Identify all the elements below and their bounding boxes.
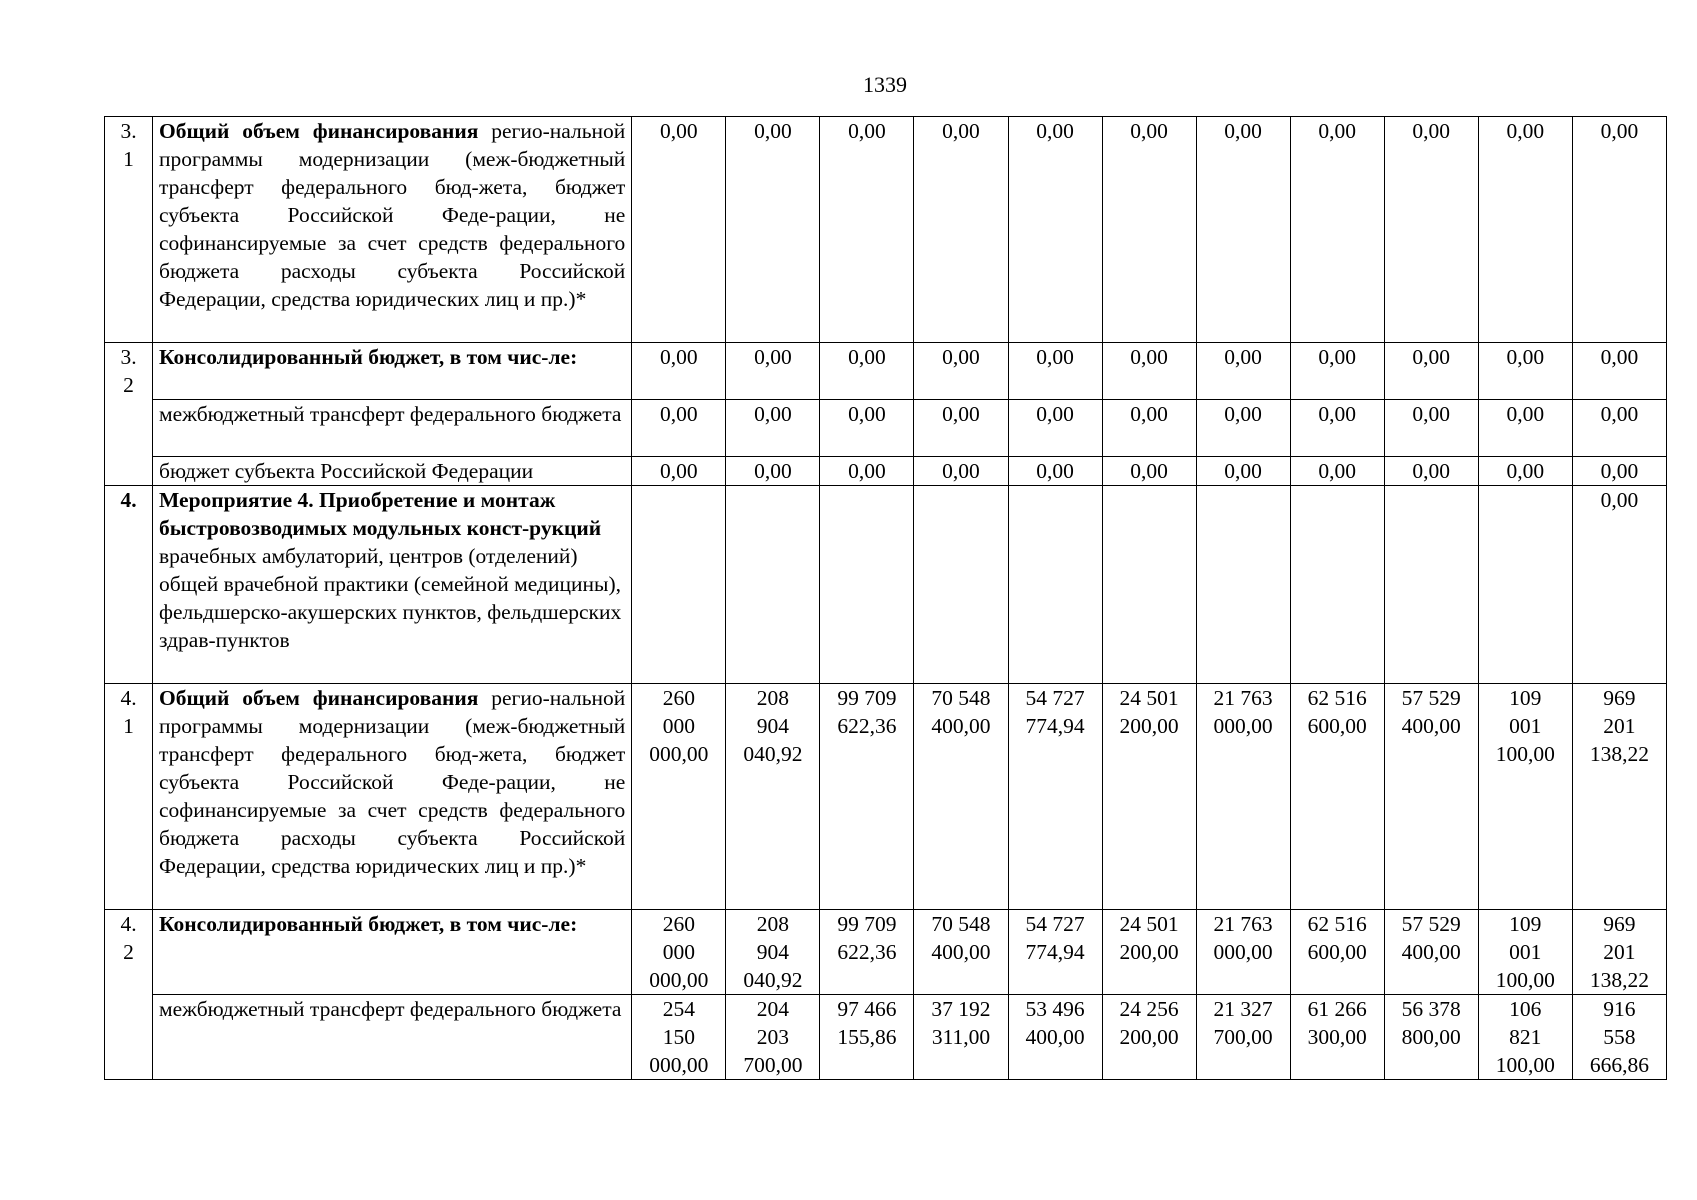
- value-cell: 254 150 000,00: [632, 995, 726, 1080]
- value-cell: 24 501 200,00: [1102, 684, 1196, 910]
- value-cell: 0,00: [1572, 400, 1666, 457]
- value-cell: 37 192 311,00: [914, 995, 1008, 1080]
- row-3-2-subject: [105, 457, 1667, 486]
- value-cell: 24 256 200,00: [1102, 995, 1196, 1080]
- value-cell: 260 000 000,00: [632, 910, 726, 995]
- value-cell: 0,00: [632, 117, 726, 343]
- value-cell: 969 201 138,22: [1572, 684, 1666, 910]
- value-cell: 62 516 600,00: [1290, 910, 1384, 995]
- value-cell: 54 727 774,94: [1008, 910, 1102, 995]
- value-cell: 0,00: [632, 400, 726, 457]
- value-cell: [1102, 486, 1196, 684]
- value-cell: 0,00: [1008, 457, 1102, 486]
- value-cell: 0,00: [1102, 457, 1196, 486]
- value-cell: 0,00: [1290, 117, 1384, 343]
- description-rest: врачебных амбулаторий, центров (отделений) общей врачебной практики (семейной медицины), фельдшерско-акушерских пунктов, фельдшерских здрав-пунктов: [159, 544, 622, 652]
- value-cell: [1384, 486, 1478, 684]
- description-bold: Общий объем финансирования: [159, 686, 479, 710]
- value-cell: 0,00: [1102, 117, 1196, 343]
- row-description: [153, 486, 632, 684]
- value-cell: 0,00: [1008, 117, 1102, 343]
- value-cell: 0,00: [1008, 400, 1102, 457]
- value-cell: 106 821 100,00: [1478, 995, 1572, 1080]
- value-cell: 0,00: [632, 343, 726, 400]
- value-cell: 0,00: [1196, 400, 1290, 457]
- row-4-2-federal: [105, 995, 1667, 1080]
- value-cell: 97 466 155,86: [820, 995, 914, 1080]
- value-cell: 0,00: [820, 457, 914, 486]
- value-cell: 54 727 774,94: [1008, 684, 1102, 910]
- row-4-1: [105, 684, 1667, 910]
- value-cell: [1478, 486, 1572, 684]
- value-cell: [1196, 486, 1290, 684]
- value-cell: 0,00: [820, 343, 914, 400]
- value-cell: 0,00: [1196, 343, 1290, 400]
- description-rest: регио-нальной программы модернизации (меж-бюджетный трансферт федерального бюд-жета, бюджет субъекта Российской Феде-рации, не софинансируемые за счет средств федерального бюджета расходы субъекта Российской Федерации, средства юридических лиц и пр.)*: [159, 119, 626, 311]
- row-description: межбюджетный трансферт федерального бюджета: [153, 995, 632, 1080]
- row-4: [105, 486, 1667, 684]
- value-cell: 0,00: [1572, 486, 1666, 684]
- value-cell: [632, 486, 726, 684]
- value-cell: 0,00: [1384, 400, 1478, 457]
- value-cell: 57 529 400,00: [1384, 910, 1478, 995]
- value-cell: 0,00: [820, 400, 914, 457]
- value-cell: 0,00: [1102, 400, 1196, 457]
- row-description: Консолидированный бюджет, в том чис-ле:: [153, 343, 632, 400]
- row-number: 3. 2: [105, 343, 153, 486]
- value-cell: 208 904 040,92: [726, 684, 820, 910]
- value-cell: 0,00: [1478, 117, 1572, 343]
- value-cell: 0,00: [914, 400, 1008, 457]
- row-3-2-consolidated: [105, 343, 1667, 400]
- description-bold: Мероприятие 4. Приобретение и монтаж быстровозводимых модульных конст-рукций: [159, 488, 602, 540]
- row-description: Консолидированный бюджет, в том чис-ле:: [153, 910, 632, 995]
- value-cell: 0,00: [1290, 457, 1384, 486]
- value-cell: 109 001 100,00: [1478, 910, 1572, 995]
- row-number: 4.: [105, 486, 153, 684]
- value-cell: [726, 486, 820, 684]
- value-cell: 0,00: [1196, 457, 1290, 486]
- value-cell: [820, 486, 914, 684]
- value-cell: 56 378 800,00: [1384, 995, 1478, 1080]
- value-cell: 61 266 300,00: [1290, 995, 1384, 1080]
- value-cell: 0,00: [1290, 400, 1384, 457]
- value-cell: 0,00: [1572, 117, 1666, 343]
- value-cell: [1290, 486, 1384, 684]
- description-rest: регио-нальной программы модернизации (меж-бюджетный трансферт федерального бюд-жета, бюджет субъекта Российской Феде-рации, не софинансируемые за счет средств федерального бюджета расходы субъекта Российской Федерации, средства юридических лиц и пр.)*: [159, 686, 626, 878]
- value-cell: [914, 486, 1008, 684]
- value-cell: 0,00: [726, 400, 820, 457]
- value-cell: 0,00: [1478, 457, 1572, 486]
- value-cell: 109 001 100,00: [1478, 684, 1572, 910]
- value-cell: 916 558 666,86: [1572, 995, 1666, 1080]
- value-cell: 21 763 000,00: [1196, 684, 1290, 910]
- row-number: 3. 1: [105, 117, 153, 343]
- value-cell: 0,00: [1478, 400, 1572, 457]
- value-cell: 204 203 700,00: [726, 995, 820, 1080]
- row-description: [153, 117, 632, 343]
- description-bold: Общий объем финансирования: [159, 119, 479, 143]
- row-number: 4. 1: [105, 684, 153, 910]
- value-cell: 0,00: [1572, 457, 1666, 486]
- page-number: 1339: [863, 72, 907, 97]
- value-cell: 0,00: [1478, 343, 1572, 400]
- value-cell: 0,00: [632, 457, 726, 486]
- value-cell: 260 000 000,00: [632, 684, 726, 910]
- value-cell: 0,00: [1008, 343, 1102, 400]
- value-cell: 0,00: [1196, 117, 1290, 343]
- value-cell: [1008, 486, 1102, 684]
- value-cell: 0,00: [726, 457, 820, 486]
- value-cell: 99 709 622,36: [820, 910, 914, 995]
- value-cell: 0,00: [914, 457, 1008, 486]
- row-4-2-consolidated: [105, 910, 1667, 995]
- value-cell: 0,00: [726, 343, 820, 400]
- value-cell: 99 709 622,36: [820, 684, 914, 910]
- value-cell: 70 548 400,00: [914, 910, 1008, 995]
- value-cell: 0,00: [1384, 457, 1478, 486]
- value-cell: 0,00: [914, 117, 1008, 343]
- value-cell: 969 201 138,22: [1572, 910, 1666, 995]
- value-cell: 53 496 400,00: [1008, 995, 1102, 1080]
- value-cell: 0,00: [1384, 343, 1478, 400]
- value-cell: 70 548 400,00: [914, 684, 1008, 910]
- row-number: 4. 2: [105, 910, 153, 1080]
- value-cell: 0,00: [1102, 343, 1196, 400]
- value-cell: 21 763 000,00: [1196, 910, 1290, 995]
- row-description: бюджет субъекта Российской Федерации: [153, 457, 632, 486]
- value-cell: 208 904 040,92: [726, 910, 820, 995]
- value-cell: 0,00: [914, 343, 1008, 400]
- value-cell: 24 501 200,00: [1102, 910, 1196, 995]
- value-cell: 0,00: [1384, 117, 1478, 343]
- value-cell: 62 516 600,00: [1290, 684, 1384, 910]
- value-cell: 0,00: [1572, 343, 1666, 400]
- value-cell: 0,00: [820, 117, 914, 343]
- value-cell: 21 327 700,00: [1196, 995, 1290, 1080]
- row-description: [153, 684, 632, 910]
- financing-table: [104, 116, 1667, 1080]
- value-cell: 57 529 400,00: [1384, 684, 1478, 910]
- row-description: межбюджетный трансферт федерального бюджета: [153, 400, 632, 457]
- value-cell: 0,00: [726, 117, 820, 343]
- row-3-1: [105, 117, 1667, 343]
- value-cell: 0,00: [1290, 343, 1384, 400]
- row-3-2-federal: [105, 400, 1667, 457]
